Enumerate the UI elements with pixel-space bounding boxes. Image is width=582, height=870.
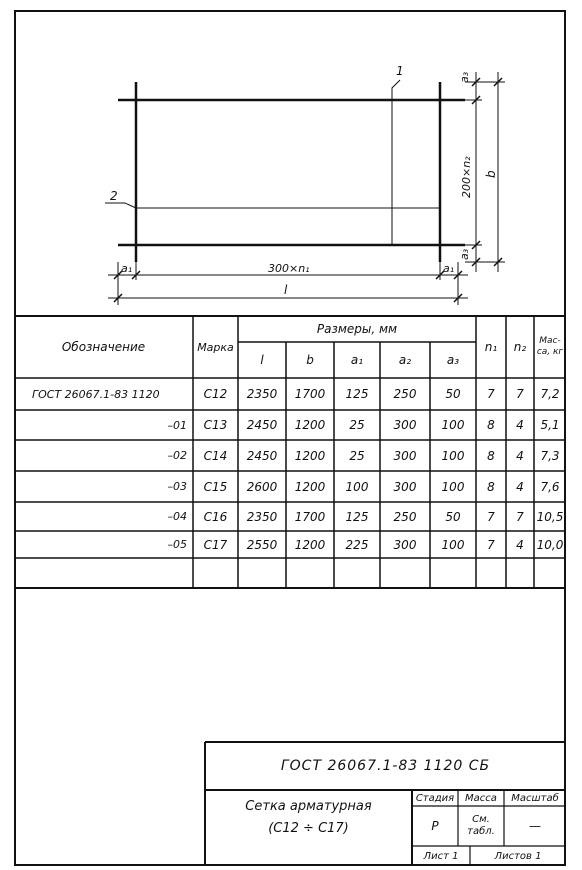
table-cell-l: 2600 <box>246 479 278 494</box>
table-cell-a1: 225 <box>345 537 369 552</box>
table-cell-b: 1700 <box>294 509 326 524</box>
table-cell-n2: 7 <box>516 387 524 401</box>
table-cell-n1: 8 <box>487 418 495 432</box>
col-header-a1: a₁ <box>350 353 364 367</box>
stage-label: Стадия <box>415 792 455 804</box>
table-cell-a1: 25 <box>349 448 365 463</box>
table-cell-a1: 125 <box>345 387 369 401</box>
table-cell-n2: 4 <box>516 479 524 494</box>
document-name-line2: (С12 ÷ С17) <box>268 821 349 836</box>
mass-label: Масса <box>465 792 497 804</box>
col-header-n2: n₂ <box>513 340 527 354</box>
table-cell-mass: 7,2 <box>540 387 560 401</box>
table-cell-l: 2450 <box>246 448 278 463</box>
table-cell-designation: –01 <box>167 418 187 432</box>
table-cell-n2: 4 <box>516 418 524 432</box>
dim-b: b <box>484 170 498 178</box>
table-cell-l: 2550 <box>246 537 278 552</box>
table-cell-l: 2350 <box>246 509 278 524</box>
table-cell-a3: 100 <box>441 448 465 463</box>
table-cell-n2: 4 <box>516 537 524 552</box>
table-cell-a3: 100 <box>441 479 465 494</box>
dim-a1-right: a₁ <box>443 262 455 275</box>
table-cell-mark: С17 <box>203 537 228 552</box>
table-cell-designation: ГОСТ 26067.1-83 1120 <box>32 387 160 401</box>
table-cell-mark: С12 <box>203 387 228 401</box>
dim-a3-bottom: a₃ <box>458 248 471 260</box>
table-cell-b: 1200 <box>294 537 326 552</box>
table-cell-designation: –02 <box>167 449 187 462</box>
table-cell-designation: –04 <box>167 510 187 523</box>
dim-a3-top: a₃ <box>458 71 471 83</box>
dim-a1-left: a₁ <box>121 262 133 275</box>
table-cell-designation: –03 <box>167 480 187 493</box>
table-cell-mass: 7,3 <box>540 448 560 463</box>
table-cell-mass: 10,5 <box>536 509 564 524</box>
table-cell-b: 1200 <box>294 418 326 432</box>
table-cell-l: 2450 <box>246 418 278 432</box>
document-name-line1: Сетка арматурная <box>245 799 372 814</box>
sheets-label: Листов 1 <box>494 850 542 862</box>
col-header-l: l <box>260 353 264 367</box>
table-cell-b: 1200 <box>294 448 326 463</box>
table-cell-a1: 100 <box>345 479 369 494</box>
table-cell-designation: –05 <box>167 538 187 551</box>
col-header-a2: a₂ <box>398 353 412 367</box>
table-cell-a2: 300 <box>393 448 417 463</box>
dim-l: l <box>284 283 288 297</box>
table-cell-mark: С13 <box>203 418 228 432</box>
table-cell-n1: 8 <box>487 448 495 463</box>
scale-label: Масштаб <box>511 792 559 804</box>
stage-value: Р <box>431 819 439 833</box>
table-cell-a3: 100 <box>441 418 465 432</box>
dim-200n2: 200×n₂ <box>460 156 473 198</box>
table-cell-n1: 7 <box>487 387 495 401</box>
col-header-n1: n₁ <box>484 340 498 354</box>
table-cell-n2: 7 <box>516 509 524 524</box>
sheet-label: Лист 1 <box>423 850 459 862</box>
table-cell-n1: 8 <box>487 479 495 494</box>
col-header-mark: Марка <box>197 340 234 354</box>
callout-1-label: 1 <box>396 64 404 78</box>
col-header-b: b <box>306 353 314 367</box>
dim-300n1: 300×n₁ <box>268 262 310 275</box>
table-cell-n1: 7 <box>487 509 495 524</box>
mass-value: См. табл. <box>467 814 495 837</box>
table-cell-a3: 100 <box>441 537 465 552</box>
table-cell-mark: С16 <box>203 509 228 524</box>
scale-value: — <box>529 819 541 833</box>
table-cell-b: 1200 <box>294 479 326 494</box>
table-cell-a3: 50 <box>445 509 461 524</box>
table-cell-a2: 250 <box>393 509 417 524</box>
table-cell-a1: 25 <box>349 418 365 432</box>
table-cell-mass: 10,0 <box>536 537 564 552</box>
document-code: ГОСТ 26067.1-83 1120 СБ <box>280 758 491 774</box>
table-cell-b: 1700 <box>294 387 326 401</box>
table-cell-l: 2350 <box>246 387 278 401</box>
table-cell-a2: 250 <box>393 387 417 401</box>
callout-2-label: 2 <box>110 189 118 203</box>
col-header-sizes: Размеры, мм <box>316 322 398 336</box>
table-cell-a2: 300 <box>393 418 417 432</box>
table-cell-n2: 4 <box>516 448 524 463</box>
table-cell-mark: С15 <box>203 479 228 494</box>
table-cell-mark: С14 <box>203 448 228 463</box>
table-cell-a3: 50 <box>445 387 461 401</box>
col-header-a3: a₃ <box>446 353 460 367</box>
col-header-designation: Обозначение <box>61 340 146 354</box>
table-cell-a2: 300 <box>393 537 417 552</box>
table-cell-mass: 5,1 <box>540 418 560 432</box>
col-header-mass: Мас-са, кг <box>536 336 564 357</box>
table-cell-mass: 7,6 <box>540 479 560 494</box>
table-cell-a2: 300 <box>393 479 417 494</box>
table-cell-n1: 7 <box>487 537 495 552</box>
table-cell-a1: 125 <box>345 509 369 524</box>
